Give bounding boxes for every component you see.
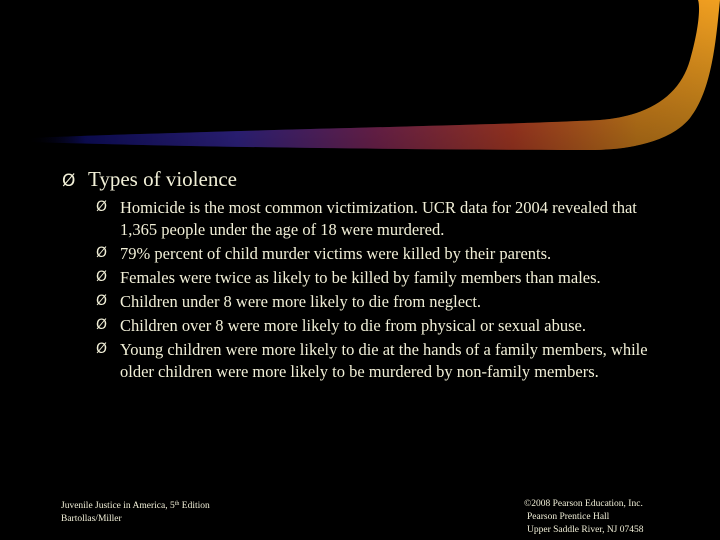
sub-bullet xyxy=(96,315,676,337)
sub-bullet xyxy=(96,339,676,382)
footer-copyright xyxy=(524,498,644,537)
sub-bullet-text: Homicide is the most common victimization. UCR data for 2004 revealed that 1,365 people under the age of 18 were murdered. xyxy=(120,198,637,239)
sub-bullet xyxy=(96,197,676,240)
arrow-bullet-icon: Ø xyxy=(96,244,108,261)
sub-bullet-text: 79% percent of child murder victims were killed by their parents. xyxy=(120,243,552,263)
main-bullet xyxy=(62,166,237,194)
main-bullet-text: Types of violence xyxy=(88,167,237,191)
arrow-bullet-icon: Ø xyxy=(96,341,108,358)
sub-bullet xyxy=(96,291,676,313)
book-authors: Bartollas/Miller xyxy=(61,514,122,524)
sub-bullet-text: Children over 8 were more likely to die from physical or sexual abuse. xyxy=(120,315,586,335)
book-title: Juvenile Justice in America, 5th Edition xyxy=(61,501,210,511)
arrow-bullet-icon: Ø xyxy=(96,316,108,333)
arrow-bullet-icon: Ø xyxy=(96,292,108,309)
address-line: Upper Saddle River, NJ 07458 xyxy=(527,525,644,535)
publisher-line: Pearson Prentice Hall xyxy=(527,512,610,522)
sub-bullet-text: Young children were more likely to die at the hands of a family members, while older children were more likely to be murdered by non-family members. xyxy=(120,340,648,381)
sub-bullet-text: Children under 8 were more likely to die from neglect. xyxy=(120,291,482,311)
sub-bullet-text: Females were twice as likely to be killed by family members than males. xyxy=(120,267,601,287)
sub-bullet-list xyxy=(96,197,676,385)
arrow-bullet-icon: Ø xyxy=(96,199,108,215)
sub-bullet xyxy=(96,267,676,289)
sub-bullet xyxy=(96,243,676,265)
arrow-bullet-icon: Ø xyxy=(96,268,108,285)
arrow-bullet-icon: Ø xyxy=(62,171,76,191)
footer-book-info xyxy=(61,498,210,526)
copyright-line: ©2008 Pearson Education, Inc. xyxy=(524,499,643,509)
